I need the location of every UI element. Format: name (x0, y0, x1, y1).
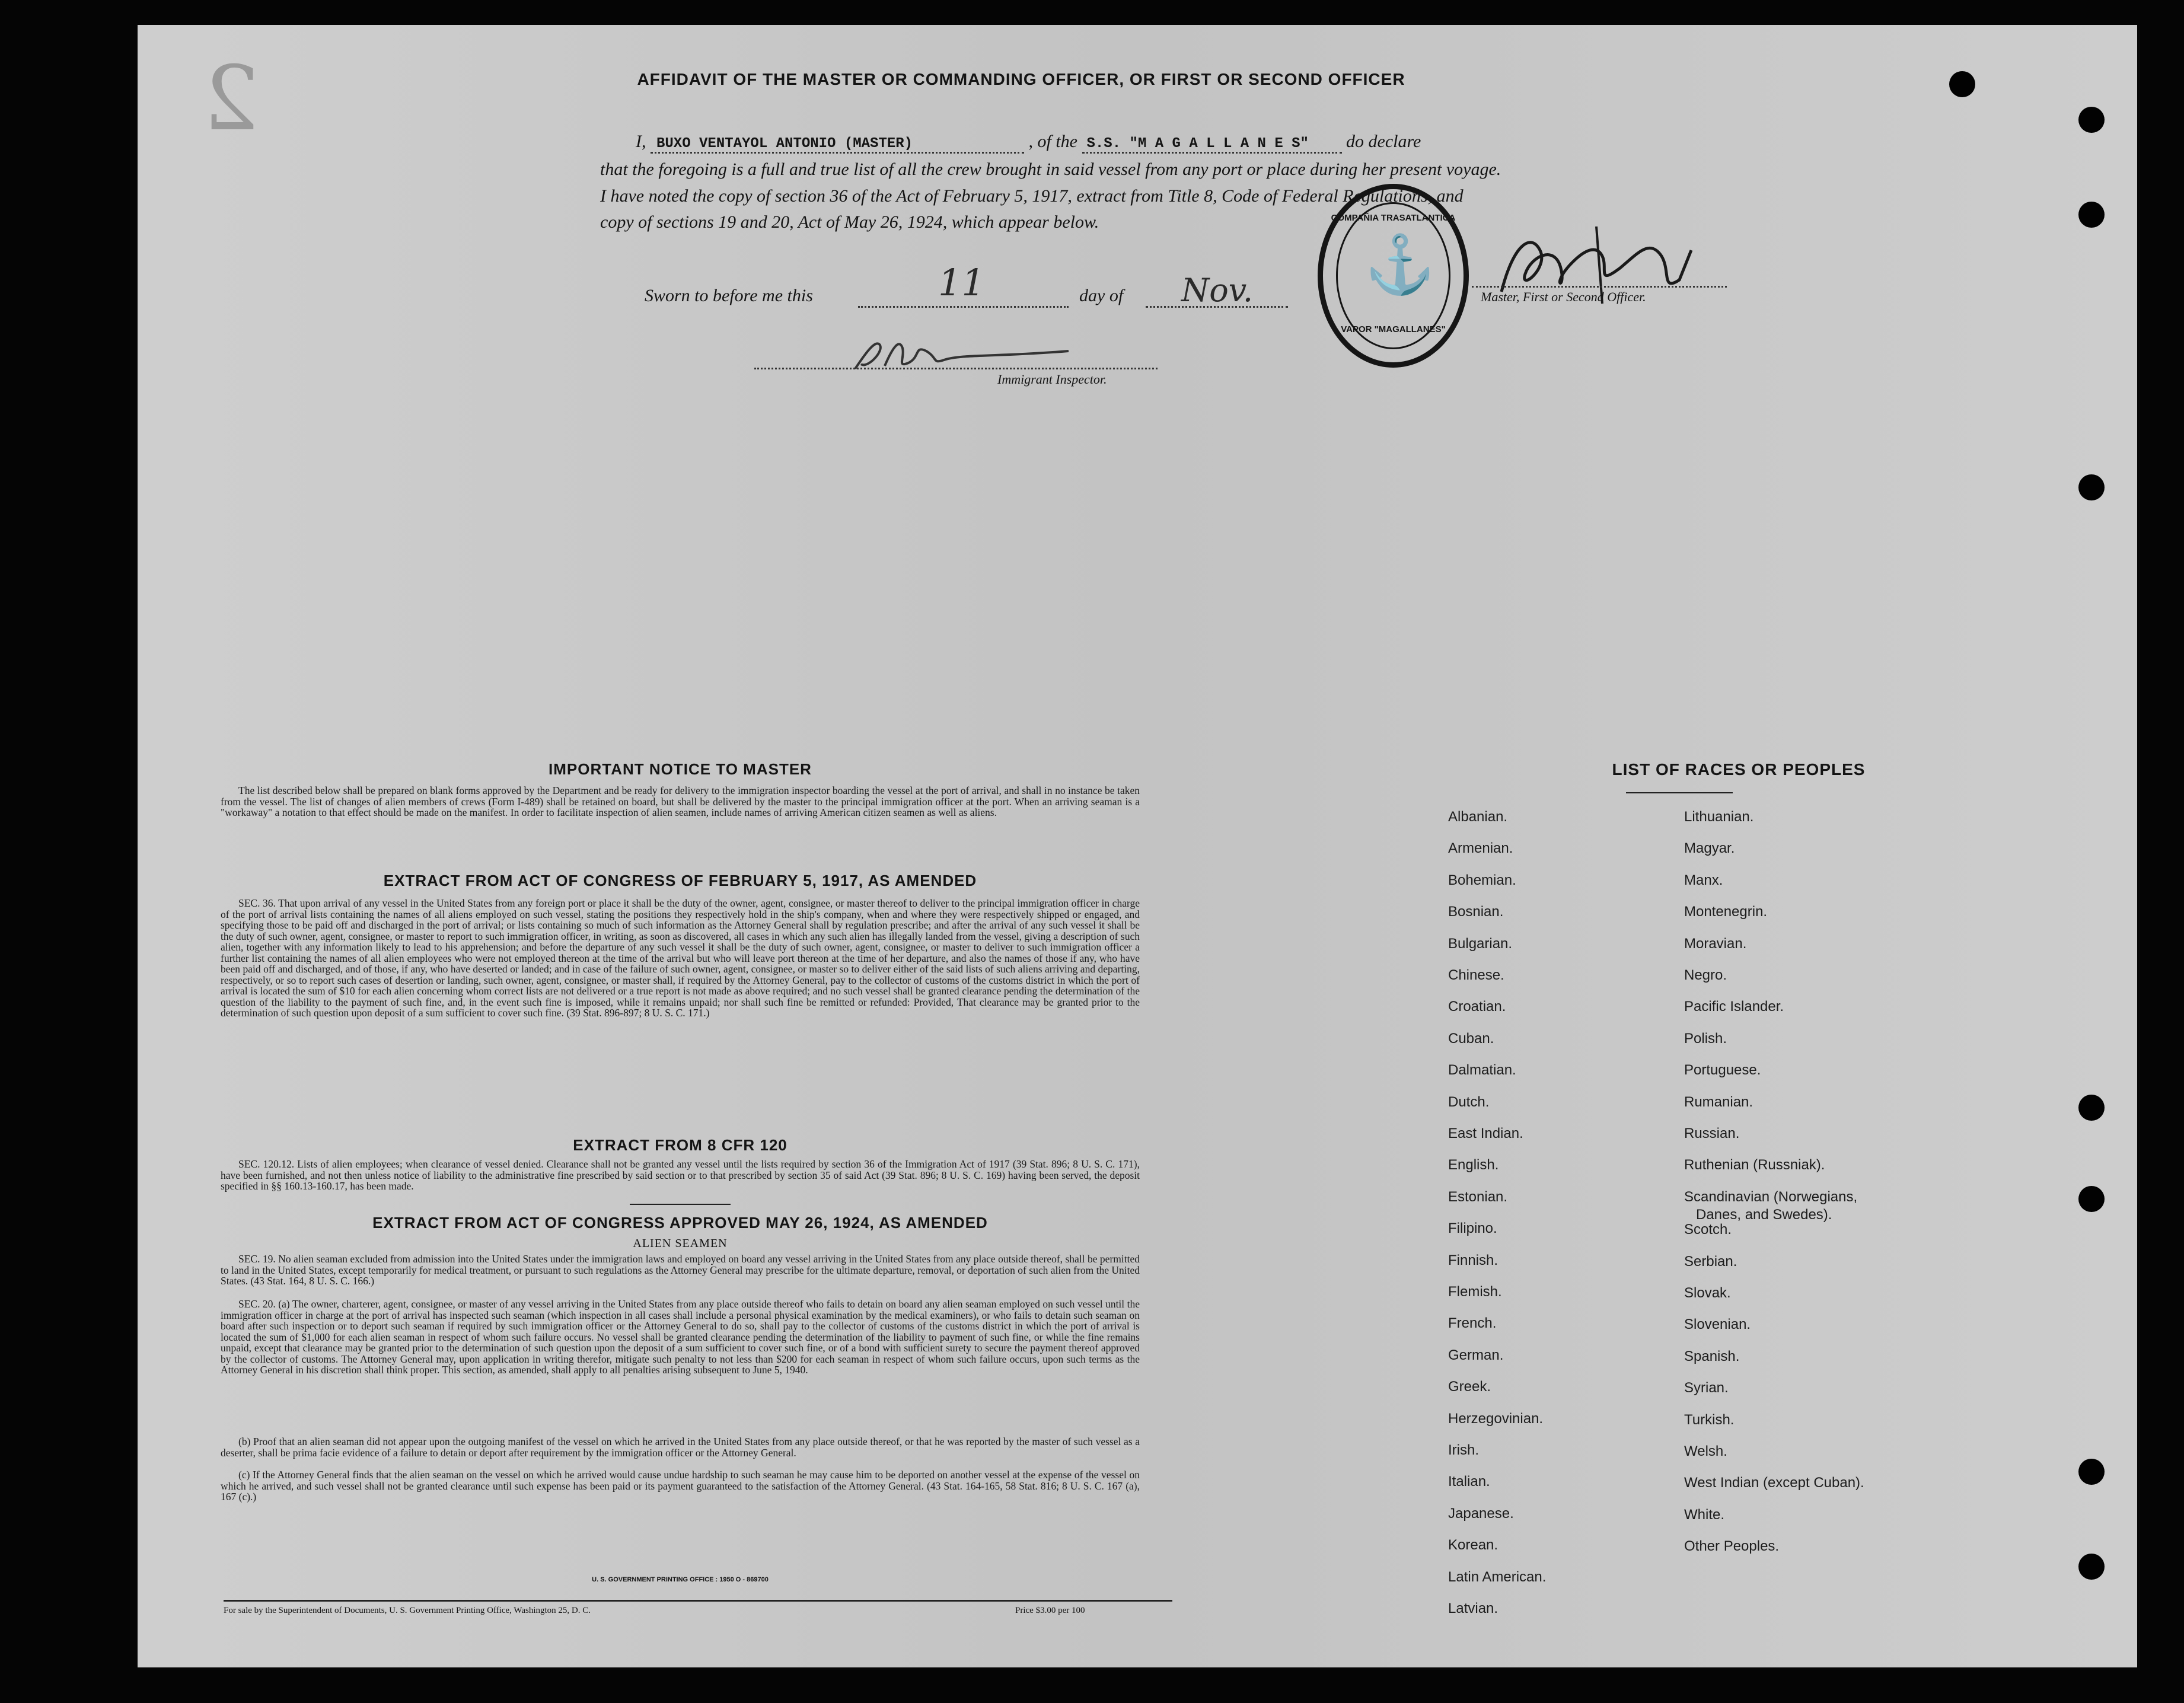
race-item: Slovak. (1684, 1285, 1731, 1301)
race-item: Pacific Islander. (1684, 999, 1784, 1015)
page-mark: 2 (203, 47, 260, 151)
race-item: Slovenian. (1684, 1316, 1751, 1333)
race-item: Dalmatian. (1448, 1062, 1516, 1079)
extract-1917-heading: EXTRACT FROM ACT OF CONGRESS OF FEBRUARY 5, 1917, AS AMENDED (383, 872, 977, 889)
race-item: Turkish. (1684, 1411, 1735, 1428)
binder-hole (2078, 474, 2105, 500)
races-heading: LIST OF RACES OR PEOPLES (1612, 760, 1866, 779)
race-item: Greek. (1448, 1379, 1491, 1395)
affidavit-line-4: copy of sections 19 and 20, Act of May 26, 1924, which appear below. (600, 212, 1099, 232)
binder-hole (2078, 202, 2105, 228)
race-item: Korean. (1448, 1537, 1498, 1554)
printing-office-line: U. S. GOVERNMENT PRINTING OFFICE : 1950 O - 869700 (592, 1576, 769, 1583)
race-item: Japanese. (1448, 1505, 1514, 1522)
race-item: Bosnian. (1448, 904, 1504, 920)
extract-1924-p1: SEC. 19. No alien seaman excluded from admission into the United States under the immigration laws and employed on board any vessel arriving in the United States from any place outside thereof, shall be permitted to land in the United States, except temporarily for medical treatment, or pursuant to such regulations as the Attorney General may prescribe for the ultimate departure, removal, or deportation of such alien from the United States. (43 Stat. 164, 8 U. S. C. 166.) (221, 1253, 1140, 1287)
race-item: Albanian. (1448, 809, 1508, 825)
affidavit-line-3: I have noted the copy of section 36 of the Act of February 5, 1917, extract from Title 8, Code of Federal Regulations, and (600, 186, 1464, 206)
race-item: Flemish. (1448, 1284, 1502, 1300)
race-item: White. (1684, 1506, 1725, 1523)
alien-seamen-subheading: ALIEN SEAMEN (633, 1237, 728, 1250)
race-item: Rumanian. (1684, 1093, 1753, 1110)
race-item: Croatian. (1448, 999, 1506, 1015)
binder-hole (2078, 1554, 2105, 1580)
race-item: Cuban. (1448, 1030, 1494, 1047)
extract-1924-heading: EXTRACT FROM ACT OF CONGRESS APPROVED MAY 26, 1924, AS AMENDED (372, 1214, 988, 1232)
race-item: Portuguese. (1684, 1062, 1761, 1079)
stamp-top-text: COMPAÑIA TRASATLANTICA (1331, 213, 1456, 223)
race-item: French. (1448, 1315, 1497, 1332)
race-item: Armenian. (1448, 840, 1513, 857)
binder-hole (1949, 71, 1975, 97)
race-item: Scotch. (1684, 1222, 1732, 1238)
race-item: East Indian. (1448, 1125, 1523, 1141)
footer-rule (224, 1600, 1172, 1602)
race-item: German. (1448, 1347, 1504, 1363)
sworn-label: Sworn to before me this (645, 286, 813, 305)
race-item: Latvian. (1448, 1600, 1498, 1616)
race-item: Filipino. (1448, 1220, 1497, 1237)
race-item: Irish. (1448, 1442, 1480, 1458)
officer-name: BUXO VENTAYOL ANTONIO (MASTER) (651, 136, 1024, 154)
race-item: Other Peoples. (1684, 1538, 1780, 1555)
race-item: Latin American. (1448, 1568, 1547, 1585)
extract-1917-text: SEC. 36. That upon arrival of any vessel in the United States from any foreign port or place it shall be the duty of the owner, agent, consignee, or master thereof to deliver to the principal immigration officer in charge of the port of arrival lists containing the names of all aliens employed on such vessel, stating the positions they respectively hold in the ship's company, when and where they were respectively shipped or engaged, and specifying those to be paid off and discharged in the port of arrival; or lists containing so much of such information as the Attorney General shall by regulation prescribe; and after the arrival of any such vessel it shall be the duty of such owner, agent, consignee, or master to report to such immigration officer, in writing, as soon as discovered, all cases in which any such alien has illegally landed from the vessel, giving a description of such alien, together with any information likely to lead to his apprehension; and before the departure of any such vessel it shall be the duty of such owner, agent, consignee, or master to deliver to such immigration officer a further list containing the names of all alien employees who were not employed thereon at the time of the arrival but who will leave port thereon at the time of her departure, and also the names of those if any, who have been paid off and discharged, and of those, if any, who have deserted or landed; and in case of the failure of such owner, agent, consignee, or master so to deliver either of the said lists of such aliens arriving and departing, respectively, or so to report such cases of desertion or landing, such owner, agent, consignee, or master shall, if required by the Attorney General, pay to the collector of customs of the customs district in which the port of arrival is located the sum of $10 for each alien concerning whom correct lists are not delivered or a true report is not made as above required; and no such vessel shall be granted clearance pending the determination of the question of the liability to the payment of such fine, and, in the event such fine is imposed, while it remains unpaid; nor shall such fine be remitted or refunded: Provided, That clearance may be granted prior to the determination of such question upon deposit of a sum sufficient to cover such fine. (39 Stat. 896-897; 8 U. S. C. 171.) (221, 897, 1140, 1019)
vessel-name: S.S. "M A G A L L A N E S" (1082, 136, 1342, 154)
sworn-month: Nov. (1181, 272, 1254, 309)
race-item: Estonian. (1448, 1188, 1508, 1205)
race-item: Negro. (1684, 967, 1727, 983)
affidavit-declare: do declare (1346, 132, 1421, 151)
company-stamp (1318, 184, 1469, 368)
footer-sale-text: For sale by the Superintendent of Documents, U. S. Government Printing Office, Washington 25, D. C. (224, 1606, 591, 1615)
race-item: Italian. (1448, 1474, 1490, 1490)
race-item: Bohemian. (1448, 872, 1516, 888)
sworn-day: 11 (938, 261, 985, 304)
race-item: Russian. (1684, 1125, 1740, 1141)
race-item: Ruthenian (Russniak). (1684, 1157, 1825, 1173)
affidavit-line-1 (636, 132, 1549, 154)
race-item: Scandinavian (Norwegians, (1684, 1188, 1858, 1205)
stamp-bottom-text: VAPOR "MAGALLANES" (1341, 324, 1446, 334)
inspector-caption: Immigrant Inspector. (997, 372, 1107, 387)
race-item: Chinese. (1448, 967, 1504, 983)
race-item: West Indian (except Cuban). (1684, 1475, 1864, 1491)
race-item: Montenegrin. (1684, 904, 1768, 920)
race-item: Manx. (1684, 872, 1723, 888)
race-item: Magyar. (1684, 840, 1735, 857)
anchor-icon: ⚓ (1364, 233, 1436, 296)
extract-1924-p3: (b) Proof that an alien seaman did not appear upon the outgoing manifest of the vessel on which he arrived in the United States from any place outside thereof, or that he was reported by the master of such vessel as a deserter, shall be prima facie evidence of a failure to detain or deport after requirement by the immigration officer or the Attorney General. (221, 1436, 1140, 1459)
binder-hole (2078, 1459, 2105, 1485)
master-caption: Master, First or Second Officer. (1481, 289, 1646, 304)
affidavit-prefix: I, (636, 132, 646, 151)
document-page (138, 25, 2137, 1667)
footer-price-text: Price $3.00 per 100 (1015, 1606, 1085, 1615)
affidavit-of-the: , of the (1028, 132, 1077, 151)
race-item: Serbian. (1684, 1253, 1737, 1270)
extract-1924-p4: (c) If the Attorney General finds that the alien seaman on the vessel on which he arrived would cause undue hardship to such seaman he may cause him to be deported on another vessel at the expense of the vessel on which he arrived, and such vessel shall not be granted clearance until such expense has been paid or its payment guaranteed to the satisfaction of the Attorney General. (43 Stat. 164-165, 58 Stat. 816; 8 U. S. C. 167 (a), 167 (c).) (221, 1469, 1140, 1503)
binder-hole (2078, 107, 2105, 133)
binder-hole (2078, 1095, 2105, 1121)
day-of-label: day of (1079, 286, 1124, 305)
affidavit-heading: AFFIDAVIT OF THE MASTER OR COMMANDING OFFICER, OR FIRST OR SECOND OFFICER (637, 70, 1405, 88)
race-item: Lithuanian. (1684, 809, 1754, 825)
race-item: Bulgarian. (1448, 935, 1513, 952)
notice-heading: IMPORTANT NOTICE TO MASTER (549, 760, 812, 778)
notice-text: The list described below shall be prepared on blank forms approved by the Department and be ready for delivery to the immigration inspector boarding the vessel at the port of arrival, and shall in no instance be taken from the vessel. The list of changes of alien members of crews (Form I-489) shall be retained on board, but shall be delivered by the master to the principal immigration officer at the port. When an arriving seaman is a "workaway" a notation to that effect should be made on the manifest. In order to facilitate inspection of alien seamen, include names of arriving American citizen seamen as well as aliens. (221, 784, 1140, 818)
extract-cfr-text: SEC. 120.12. Lists of alien employees; when clearance of vessel denied. Clearance shall not be granted any vessel until the lists required by section 36 of the Immigration Act of 1917 (39 Stat. 896; 8 U. S. C. 171), have been furnished, and not then unless notice of liability to the administrative fine prescribed by said section or to that prescribed by section 35 of said Act (39 Stat. 896; 8 U. S. C. 169) having been served, the deposit specified in §§ 160.13-160.17, has been made. (221, 1158, 1140, 1192)
race-item: Moravian. (1684, 935, 1747, 952)
race-item: Spanish. (1684, 1348, 1740, 1364)
binder-hole (2078, 1186, 2105, 1212)
race-item: Polish. (1684, 1030, 1727, 1047)
race-item: English. (1448, 1157, 1499, 1173)
extract-cfr-heading: EXTRACT FROM 8 CFR 120 (573, 1136, 787, 1154)
extract-1924-p2: SEC. 20. (a) The owner, charterer, agent, consignee, or master of any vessel arriving in the United States from any place outside thereof who fails to detain on board any alien seaman employed on such vessel until the immigration officer in charge at the port of arrival has inspected such seaman (which inspection in all cases shall include a personal physical examination by the medical examiners), or who fails to detain such seaman on board after such inspection or to deport such seaman if required by such immigration officer or the Attorney General to do so, shall pay to the collector of customs of the customs district in which the port of arrival is located the sum of $1,000 for each alien seaman in respect of whom such failure occurs. No vessel shall be granted clearance pending the determination of the liability to payment of such fine, or while the fine remains unpaid, except that clearance may be granted prior to the determination of such question upon the deposit of a sum sufficient to cover such fine, or of a bond with sufficient surety to secure the payment thereof approved by the collector of customs. The Attorney General may, upon application in writing therefor, mitigate such penalty to not less than $200 for each seaman in respect of whom such failure occurs, upon such terms as the Attorney General in his discretion shall think proper. This section, as amended, shall apply to all penalties arising subsequent to June 5, 1940. (221, 1298, 1140, 1376)
race-item: Dutch. (1448, 1093, 1490, 1110)
race-item: Herzegovinian. (1448, 1410, 1544, 1427)
race-item: Danes, and Swedes). (1696, 1206, 1832, 1223)
affidavit-line-2: that the foregoing is a full and true list of all the crew brought in said vessel from any port or place during her present voyage. (600, 160, 1501, 179)
race-item: Finnish. (1448, 1252, 1498, 1268)
race-item: Welsh. (1684, 1443, 1727, 1459)
race-item: Syrian. (1684, 1380, 1729, 1396)
